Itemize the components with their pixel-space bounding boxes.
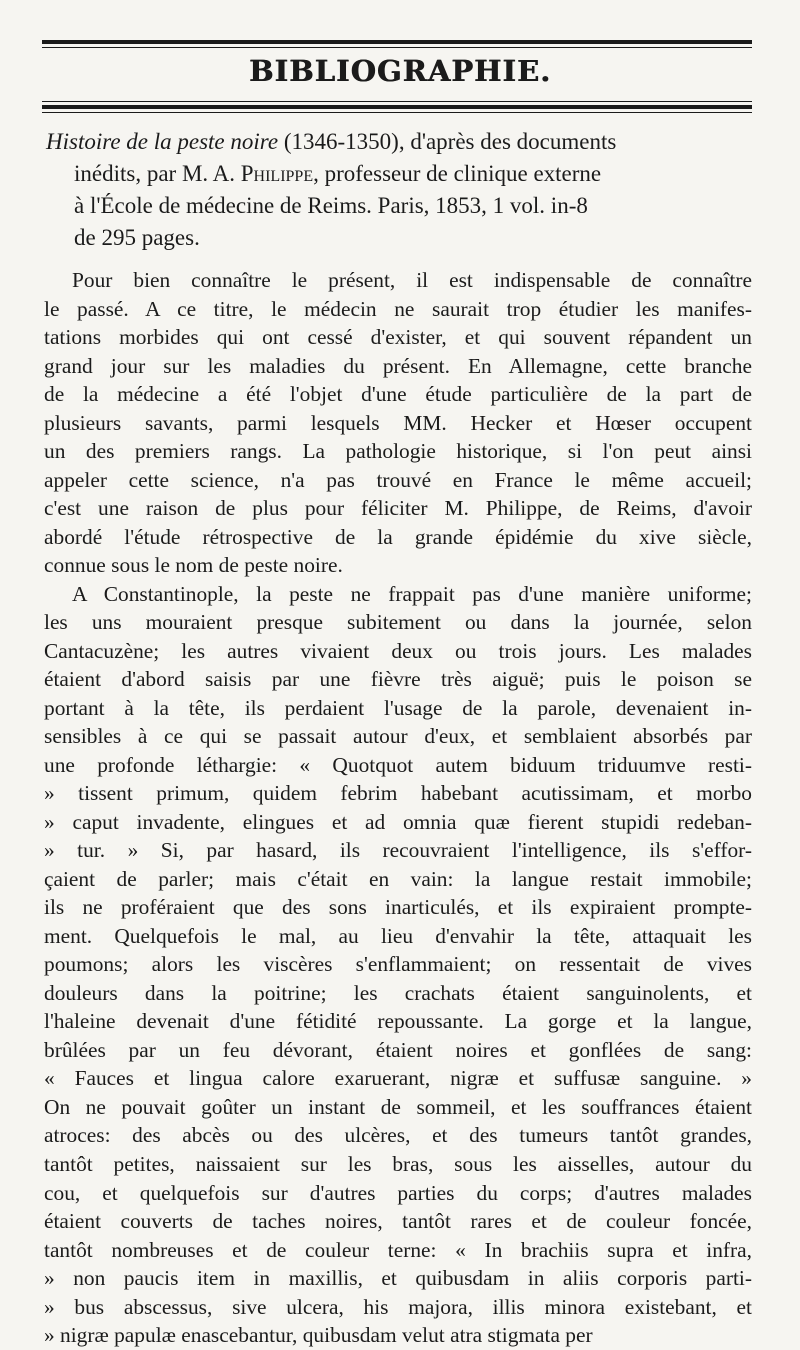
body-line: tations morbides qui ont cessé d'exister, et qui souvent répandent un <box>44 325 752 350</box>
body-line: les uns mouraient presque subitement ou dans la journée, selon <box>44 610 752 635</box>
citation-line-3: à l'École de médecine de Reims. Paris, 1853, 1 vol. in-8 <box>74 193 588 218</box>
body-line: brûlées par un feu dévorant, étaient noires et gonflées de sang: <box>44 1037 752 1062</box>
body-line: connue sous le nom de peste noire. <box>44 553 343 578</box>
body-line: l'haleine devenait d'une fétidité repoussante. La gorge et la langue, <box>44 1009 752 1034</box>
book-citation <box>46 126 746 254</box>
body-line: » nigræ papulæ enascebantur, quibusdam velut atra stigmata per <box>44 1323 593 1348</box>
top-rule-thin <box>42 47 752 48</box>
citation-line-4: de 295 pages. <box>74 225 200 250</box>
citation-line-1: Histoire de la peste noire (1346-1350), d'après des documents <box>46 129 617 154</box>
body-line: douleurs dans la poitrine; les crachats étaient sanguinolents, et <box>44 980 752 1005</box>
body-line: grand jour sur les maladies du présent. En Allemagne, cette branche <box>44 353 752 378</box>
heading-rule-thin <box>42 101 752 102</box>
body-line: cou, et quelquefois sur d'autres parties du corps; d'autres malades <box>44 1180 752 1205</box>
body-line: abordé l'étude rétrospective de la grande épidémie du xive siècle, <box>44 524 752 549</box>
body-line: c'est une raison de plus pour féliciter M. Philippe, de Reims, d'avoir <box>44 496 752 521</box>
body-line: appeler cette science, n'a pas trouvé en France le même accueil; <box>44 467 752 492</box>
body-line: Cantacuzène; les autres vivaient deux ou trois jours. Les malades <box>44 638 752 663</box>
body-line: » tissent primum, quidem febrim habebant acutissimam, et morbo <box>44 781 752 806</box>
body-line: une profonde léthargie: « Quotquot autem biduum triduumve resti- <box>44 752 752 777</box>
body-line: » non paucis item in maxillis, et quibusdam in aliis corporis parti- <box>44 1266 752 1291</box>
body-line: « Fauces et lingua calore exaruerant, nigræ et suffusæ sanguine. » <box>44 1066 752 1091</box>
body-line: Pour bien connaître le présent, il est indispensable de connaître <box>72 268 752 292</box>
body-line: portant à la tête, ils perdaient l'usage de la parole, devenaient in- <box>44 695 752 720</box>
body-line: çaient de parler; mais c'était en vain: la langue restait immobile; <box>44 866 752 891</box>
body-line: le passé. A ce titre, le médecin ne saurait trop étudier les manifes- <box>44 296 752 321</box>
body-line: atroces: des abcès ou des ulcères, et des tumeurs tantôt grandes, <box>44 1123 752 1148</box>
book-title: Histoire de la peste noire <box>46 129 279 154</box>
body-line: » caput invadente, elingues et ad omnia quæ fierent stupidi redeban- <box>44 809 752 834</box>
top-rule-thick <box>42 40 752 44</box>
section-heading: BIBLIOGRAPHIE. <box>248 54 552 88</box>
body-line: sensibles à ce qui se passait autour d'eux, et semblaient absorbés par <box>44 724 752 749</box>
body-line: poumons; alors les viscères s'enflammaient; on ressentait de vives <box>44 952 752 977</box>
body-line: de la médecine a été l'objet d'une étude particulière de la part de <box>44 382 752 407</box>
body-line: tantôt nombreuses et de couleur terne: « In brachiis supra et infra, <box>44 1237 752 1262</box>
body-line: étaient couverts de taches noires, tantôt rares et de couleur foncée, <box>44 1209 752 1234</box>
author-name: Philippe <box>240 161 314 186</box>
body-line: » tur. » Si, par hasard, ils recouvraient l'intelligence, ils s'effor- <box>44 838 752 863</box>
body-text <box>44 266 752 1350</box>
body-line: ils ne proféraient que des sons inarticulés, et ils expiraient prompte- <box>44 895 752 920</box>
body-line: étaient d'abord saisis par une fièvre très aiguë; puis le poison se <box>44 667 752 692</box>
body-line: ment. Quelquefois le mal, au lieu d'envahir la tête, attaquait les <box>44 923 752 948</box>
body-line: un des premiers rangs. La pathologie historique, si l'on peut ainsi <box>44 439 752 464</box>
body-line: A Constantinople, la peste ne frappait pas d'une manière uniforme; <box>72 581 752 606</box>
citation-line-2: inédits, par M. A. Philippe, professeur de clinique externe <box>74 161 602 186</box>
heading-rule-thick <box>42 105 752 109</box>
body-line: » bus abscessus, sive ulcera, his majora, illis minora existebant, et <box>44 1294 752 1319</box>
heading-rule-bottom <box>42 112 752 113</box>
body-line: tantôt petites, naissaient sur les bras, sous les aisselles, autour du <box>44 1151 752 1176</box>
body-line: On ne pouvait goûter un instant de sommeil, et les souffrances étaient <box>44 1094 752 1119</box>
body-line: plusieurs savants, parmi lesquels MM. Hecker et Hœser occupent <box>44 410 752 435</box>
